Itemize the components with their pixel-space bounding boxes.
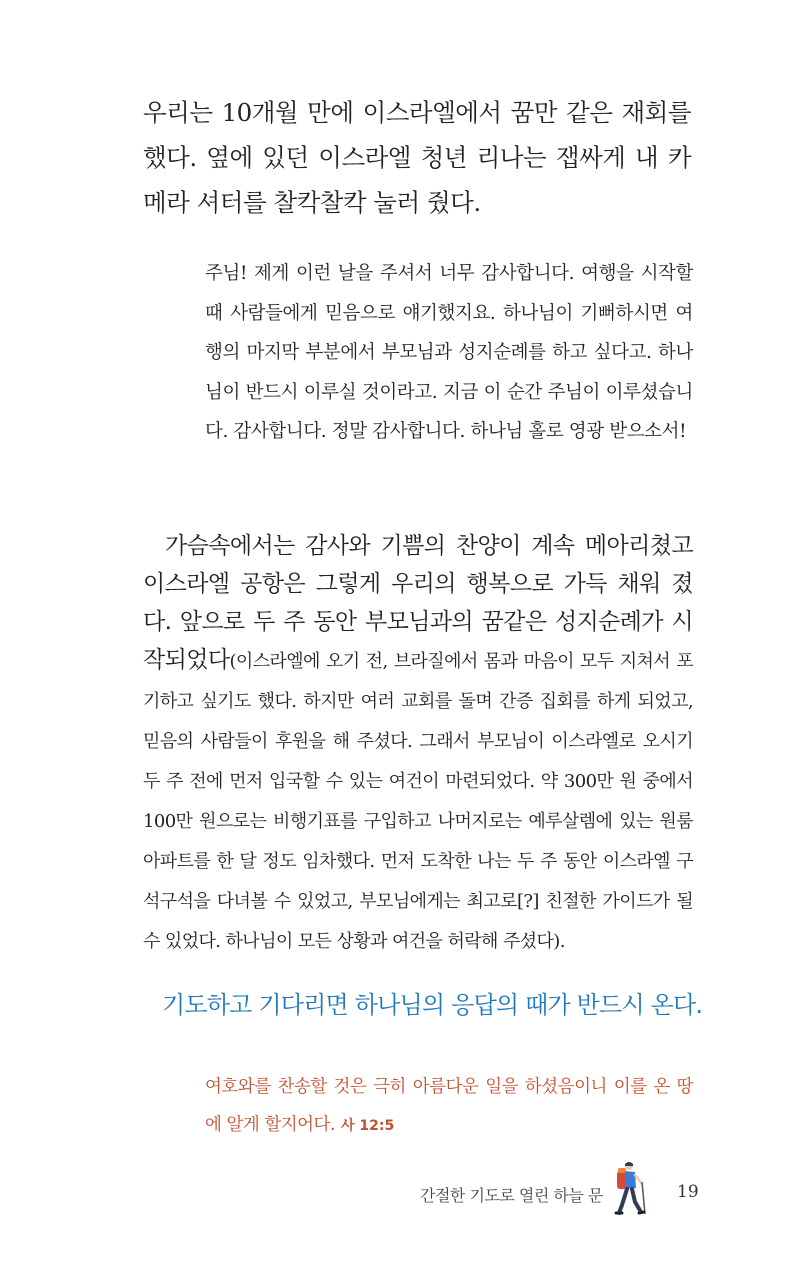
running-footer-title: 간절한 기도로 열린 하늘 문 xyxy=(420,1186,603,1205)
paragraph-praise-main: 가슴속에서는 감사와 기쁨의 찬양이 계속 메아리쳤고 이스라엘 공항은 그렇게 우리의 행복으로 가득 채워 졌다. 앞으로 두 주 동안 부모님과의 꿈같은 성지순례가 시작되었다 xyxy=(143,533,693,673)
bible-verse xyxy=(205,1068,693,1145)
paragraph-reunion: 우리는 10개월 만에 이스라엘에서 꿈만 같은 재회를 했다. 옆에 있던 이스라엘 청년 리나는 잽싸게 내 카메라 셔터를 찰칵찰칵 눌러 줬다. xyxy=(143,98,691,217)
paragraph-aside-text: (이스라엘에 오기 전, 브라질에서 몸과 마음이 모두 지쳐서 포기하고 싶기도 했다. 하지만 여러 교회를 돌며 간증 집회를 하게 되었고, 믿음의 사람들이 후원을 해 주셨다. 그래서 부모님이 이스라엘로 오시기 두 주 전에 먼저 입국할 수 있는 여건이 마련되었다. 약 300만 원 중에서 100만 원으로는 비행기표를 구입하고 나머지로는 예루살렘에 있는 원룸 아파트를 한 달 정도 임차했다. 먼저 도착한 나는 두 주 동안 이스라엘 구석구석을 다녀볼 수 있었고, 부모님에게는 최고로[?] 친절한 가이드가 될 수 있었다. 하나님이 모든 상황과 여건을 허락해 주셨다). xyxy=(143,651,693,952)
hiker-icon xyxy=(608,1160,648,1216)
prayer-quote: 주님! 제게 이런 날을 주셔서 너무 감사합니다. 여행을 시작할 때 사람들에게 믿음으로 얘기했지요. 하나님이 기뻐하시면 여행의 마지막 부분에서 부모님과 성지순례를 하고 싶다고. 하나님이 반드시 이루실 것이라고. 지금 이 순간 주님이 이루셨습니다. 감사합니다. 정말 감사합니다. 하나님 홀로 영광 받으소서! xyxy=(205,263,693,442)
section-heading: 기도하고 기다리면 하나님의 응답의 때가 반드시 온다. xyxy=(162,991,703,1019)
page-number: 19 xyxy=(677,1182,699,1202)
paragraph-praise xyxy=(143,527,693,961)
verse-text: 여호와를 찬송할 것은 극히 아름다운 일을 하셨음이니 이를 온 땅에 알게 할지어다. xyxy=(205,1077,693,1135)
verse-reference: 사 12:5 xyxy=(341,1118,395,1134)
